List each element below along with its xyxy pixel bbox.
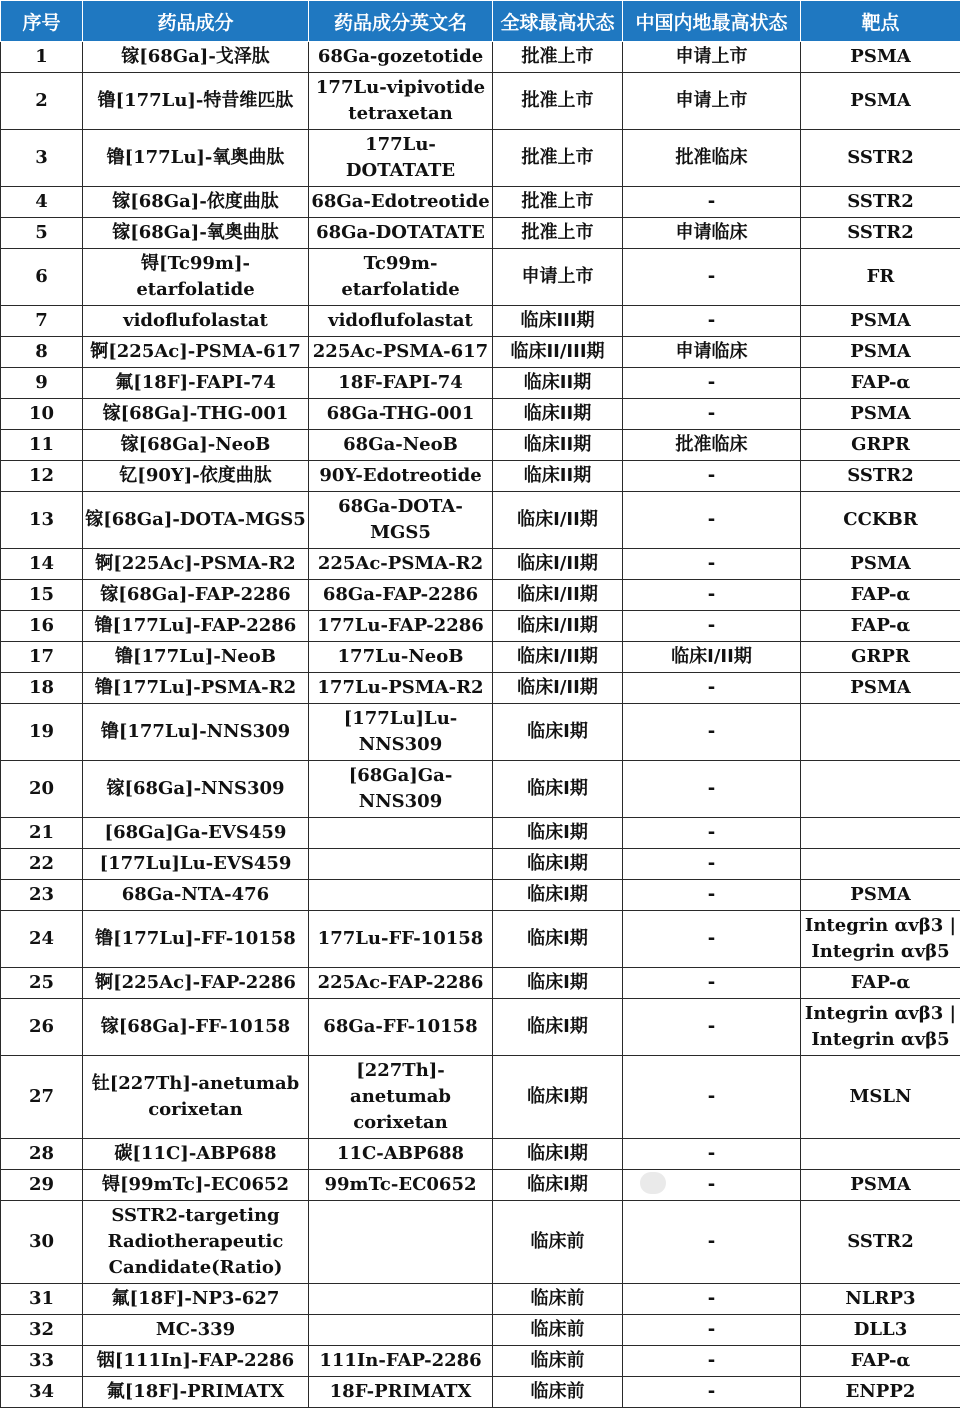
drug-name-cn-cell: MC-339 <box>83 1315 309 1346</box>
row-index-cell: 12 <box>1 461 83 492</box>
drug-name-en-cell: 68Ga-THG-001 <box>309 399 493 430</box>
global-status-cell: 批准上市 <box>493 73 623 130</box>
drug-name-cn-cell: 锝[Tc99m]-etarfolatide <box>83 249 309 306</box>
row-index-cell: 27 <box>1 1056 83 1139</box>
china-status-cell: - <box>623 368 801 399</box>
global-status-cell: 批准上市 <box>493 42 623 73</box>
row-index-cell: 29 <box>1 1170 83 1201</box>
table-row <box>1 492 960 549</box>
china-status-cell: - <box>623 249 801 306</box>
drug-name-en-cell: 68Ga-gozetotide <box>309 42 493 73</box>
row-index-cell: 30 <box>1 1201 83 1284</box>
drug-name-en-cell: 18F-FAPI-74 <box>309 368 493 399</box>
drug-name-en-cell: Tc99m-etarfolatide <box>309 249 493 306</box>
drug-name-en-cell <box>309 1315 493 1346</box>
row-index-cell: 31 <box>1 1284 83 1315</box>
drug-name-en-cell: 68Ga-FF-10158 <box>309 999 493 1056</box>
target-cell: FAP-α <box>801 968 960 999</box>
global-status-cell: 临床I/II期 <box>493 580 623 611</box>
drug-name-cn-cell: 镥[177Lu]-NeoB <box>83 642 309 673</box>
row-index-cell: 10 <box>1 399 83 430</box>
drug-name-cn-cell: 钍[227Th]-anetumab corixetan <box>83 1056 309 1139</box>
china-status-cell: - <box>623 399 801 430</box>
china-status-cell: - <box>623 187 801 218</box>
table-row <box>1 368 960 399</box>
drug-name-en-cell: vidoflufolastat <box>309 306 493 337</box>
target-cell: FR <box>801 249 960 306</box>
drug-name-cn-cell: 氟[18F]-NP3-627 <box>83 1284 309 1315</box>
global-status-cell: 临床III期 <box>493 306 623 337</box>
table-row <box>1 968 960 999</box>
table-row <box>1 761 960 818</box>
china-status-cell: - <box>623 849 801 880</box>
drug-name-cn-cell: 镥[177Lu]-FAP-2286 <box>83 611 309 642</box>
row-index-cell: 9 <box>1 368 83 399</box>
row-index-cell: 14 <box>1 549 83 580</box>
target-cell: GRPR <box>801 642 960 673</box>
drug-name-en-cell: [227Th]-anetumab corixetan <box>309 1056 493 1139</box>
table-row <box>1 130 960 187</box>
target-cell: DLL3 <box>801 1315 960 1346</box>
china-status-cell: - <box>623 880 801 911</box>
china-status-cell: 临床I/II期 <box>623 642 801 673</box>
header-global-status: 全球最高状态 <box>493 1 623 42</box>
table-row <box>1 249 960 306</box>
row-index-cell: 15 <box>1 580 83 611</box>
row-index-cell: 2 <box>1 73 83 130</box>
drug-name-en-cell: 68Ga-FAP-2286 <box>309 580 493 611</box>
china-status-cell: - <box>623 968 801 999</box>
row-index-cell: 1 <box>1 42 83 73</box>
row-index-cell: 22 <box>1 849 83 880</box>
target-cell: PSMA <box>801 673 960 704</box>
target-cell: GRPR <box>801 430 960 461</box>
china-status-cell: - <box>623 818 801 849</box>
row-index-cell: 24 <box>1 911 83 968</box>
drug-name-en-cell: 177Lu-PSMA-R2 <box>309 673 493 704</box>
target-cell <box>801 1139 960 1170</box>
china-status-cell: - <box>623 673 801 704</box>
china-status-cell: 申请临床 <box>623 337 801 368</box>
header-china-status: 中国内地最高状态 <box>623 1 801 42</box>
global-status-cell: 临床II期 <box>493 461 623 492</box>
table-row <box>1 880 960 911</box>
target-cell: SSTR2 <box>801 461 960 492</box>
china-status-cell: - <box>623 1346 801 1377</box>
drug-name-cn-cell: 镓[68Ga]-依度曲肽 <box>83 187 309 218</box>
target-cell: MSLN <box>801 1056 960 1139</box>
global-status-cell: 批准上市 <box>493 130 623 187</box>
target-cell <box>801 849 960 880</box>
drug-name-cn-cell: [177Lu]Lu-EVS459 <box>83 849 309 880</box>
header-target: 靶点 <box>801 1 960 42</box>
drug-name-en-cell <box>309 880 493 911</box>
global-status-cell: 临床I/II期 <box>493 492 623 549</box>
china-status-cell: 批准临床 <box>623 130 801 187</box>
row-index-cell: 17 <box>1 642 83 673</box>
drug-name-cn-cell: 氟[18F]-FAPI-74 <box>83 368 309 399</box>
drug-name-cn-cell: 镓[68Ga]-戈泽肽 <box>83 42 309 73</box>
target-cell: CCKBR <box>801 492 960 549</box>
drug-name-en-cell: [68Ga]Ga-NNS309 <box>309 761 493 818</box>
drug-name-en-cell: 225Ac-FAP-2286 <box>309 968 493 999</box>
china-status-cell: - <box>623 704 801 761</box>
china-status-cell: - <box>623 1377 801 1408</box>
table-row <box>1 1056 960 1139</box>
drug-name-cn-cell: 镥[177Lu]-特昔维匹肽 <box>83 73 309 130</box>
china-status-cell: - <box>623 999 801 1056</box>
drug-name-en-cell: 68Ga-Edotreotide <box>309 187 493 218</box>
row-index-cell: 3 <box>1 130 83 187</box>
drug-name-en-cell: 111In-FAP-2286 <box>309 1346 493 1377</box>
table-row <box>1 1346 960 1377</box>
target-cell: PSMA <box>801 73 960 130</box>
global-status-cell: 批准上市 <box>493 218 623 249</box>
global-status-cell: 临床II期 <box>493 368 623 399</box>
china-status-cell: - <box>623 1139 801 1170</box>
drug-name-en-cell <box>309 849 493 880</box>
row-index-cell: 19 <box>1 704 83 761</box>
drug-name-cn-cell: 镥[177Lu]-氧奥曲肽 <box>83 130 309 187</box>
table-row <box>1 999 960 1056</box>
drug-name-cn-cell: 镥[177Lu]-FF-10158 <box>83 911 309 968</box>
drug-name-cn-cell: [68Ga]Ga-EVS459 <box>83 818 309 849</box>
drug-name-cn-cell: 钇[90Y]-依度曲肽 <box>83 461 309 492</box>
china-status-cell: - <box>623 1170 801 1201</box>
global-status-cell: 临床I期 <box>493 911 623 968</box>
drug-name-cn-cell: SSTR2-targeting Radiotherapeutic Candidate(Ratio) <box>83 1201 309 1284</box>
row-index-cell: 5 <box>1 218 83 249</box>
global-status-cell: 临床I期 <box>493 968 623 999</box>
drug-name-cn-cell: 镓[68Ga]-FAP-2286 <box>83 580 309 611</box>
global-status-cell: 临床II期 <box>493 399 623 430</box>
global-status-cell: 临床I期 <box>493 704 623 761</box>
drug-name-cn-cell: 镥[177Lu]-PSMA-R2 <box>83 673 309 704</box>
table-row <box>1 704 960 761</box>
row-index-cell: 20 <box>1 761 83 818</box>
global-status-cell: 临床I期 <box>493 1139 623 1170</box>
global-status-cell: 临床I期 <box>493 761 623 818</box>
row-index-cell: 23 <box>1 880 83 911</box>
table-row <box>1 187 960 218</box>
global-status-cell: 临床I期 <box>493 999 623 1056</box>
china-status-cell: - <box>623 611 801 642</box>
table-row <box>1 337 960 368</box>
drug-name-cn-cell: 镓[68Ga]-DOTA-MGS5 <box>83 492 309 549</box>
drug-name-cn-cell: 镓[68Ga]-FF-10158 <box>83 999 309 1056</box>
table-row <box>1 42 960 73</box>
table-row <box>1 1284 960 1315</box>
drug-name-cn-cell: 氟[18F]-PRIMATX <box>83 1377 309 1408</box>
row-index-cell: 21 <box>1 818 83 849</box>
global-status-cell: 临床前 <box>493 1346 623 1377</box>
row-index-cell: 18 <box>1 673 83 704</box>
drug-name-en-cell: 18F-PRIMATX <box>309 1377 493 1408</box>
drug-name-cn-cell: 镓[68Ga]-氧奥曲肽 <box>83 218 309 249</box>
table-row <box>1 1170 960 1201</box>
row-index-cell: 16 <box>1 611 83 642</box>
global-status-cell: 批准上市 <box>493 187 623 218</box>
drug-name-en-cell <box>309 818 493 849</box>
drug-name-en-cell: 68Ga-DOTA-MGS5 <box>309 492 493 549</box>
drug-name-cn-cell: 镓[68Ga]-NNS309 <box>83 761 309 818</box>
header-english-name: 药品成分英文名 <box>309 1 493 42</box>
table-row <box>1 849 960 880</box>
china-status-cell: - <box>623 1315 801 1346</box>
global-status-cell: 申请上市 <box>493 249 623 306</box>
target-cell <box>801 818 960 849</box>
drug-name-en-cell: 225Ac-PSMA-617 <box>309 337 493 368</box>
global-status-cell: 临床I期 <box>493 818 623 849</box>
drug-name-cn-cell: 锝[99mTc]-EC0652 <box>83 1170 309 1201</box>
drug-name-en-cell: 177Lu-FAP-2286 <box>309 611 493 642</box>
target-cell: PSMA <box>801 399 960 430</box>
drug-name-cn-cell: 锕[225Ac]-FAP-2286 <box>83 968 309 999</box>
table-row <box>1 642 960 673</box>
china-status-cell: - <box>623 492 801 549</box>
table-row <box>1 580 960 611</box>
table-row <box>1 1201 960 1284</box>
drug-name-en-cell <box>309 1284 493 1315</box>
global-status-cell: 临床I/II期 <box>493 673 623 704</box>
target-cell: SSTR2 <box>801 187 960 218</box>
row-index-cell: 6 <box>1 249 83 306</box>
table-row <box>1 1315 960 1346</box>
table-row <box>1 818 960 849</box>
drug-name-cn-cell: 镓[68Ga]-NeoB <box>83 430 309 461</box>
row-index-cell: 34 <box>1 1377 83 1408</box>
china-status-cell: - <box>623 1056 801 1139</box>
table-row <box>1 306 960 337</box>
global-status-cell: 临床前 <box>493 1284 623 1315</box>
target-cell: SSTR2 <box>801 1201 960 1284</box>
drug-name-en-cell: 225Ac-PSMA-R2 <box>309 549 493 580</box>
target-cell: FAP-α <box>801 1346 960 1377</box>
drug-name-cn-cell: 锕[225Ac]-PSMA-617 <box>83 337 309 368</box>
target-cell: Integrin αvβ3 | Integrin αvβ5 <box>801 999 960 1056</box>
target-cell <box>801 704 960 761</box>
header-row <box>1 1 960 42</box>
drug-name-en-cell: 68Ga-DOTATATE <box>309 218 493 249</box>
table-row <box>1 673 960 704</box>
china-status-cell: - <box>623 1284 801 1315</box>
china-status-cell: - <box>623 580 801 611</box>
table-body <box>1 42 960 1408</box>
target-cell: PSMA <box>801 549 960 580</box>
drug-name-cn-cell: 锕[225Ac]-PSMA-R2 <box>83 549 309 580</box>
china-status-cell: - <box>623 761 801 818</box>
drug-name-cn-cell: vidoflufolastat <box>83 306 309 337</box>
china-status-cell: - <box>623 549 801 580</box>
target-cell: PSMA <box>801 1170 960 1201</box>
target-cell: Integrin αvβ3 | Integrin αvβ5 <box>801 911 960 968</box>
target-cell: PSMA <box>801 880 960 911</box>
target-cell: PSMA <box>801 306 960 337</box>
target-cell: NLRP3 <box>801 1284 960 1315</box>
global-status-cell: 临床I/II期 <box>493 549 623 580</box>
china-status-cell: 申请上市 <box>623 73 801 130</box>
china-status-cell: - <box>623 911 801 968</box>
drug-name-cn-cell: 68Ga-NTA-476 <box>83 880 309 911</box>
global-status-cell: 临床前 <box>493 1315 623 1346</box>
drug-name-cn-cell: 镥[177Lu]-NNS309 <box>83 704 309 761</box>
header-drug-name: 药品成分 <box>83 1 309 42</box>
drug-name-en-cell: 90Y-Edotreotide <box>309 461 493 492</box>
table-row <box>1 461 960 492</box>
row-index-cell: 25 <box>1 968 83 999</box>
table-row <box>1 549 960 580</box>
china-status-cell: 批准临床 <box>623 430 801 461</box>
china-status-cell: - <box>623 306 801 337</box>
global-status-cell: 临床I期 <box>493 1170 623 1201</box>
target-cell: SSTR2 <box>801 130 960 187</box>
global-status-cell: 临床II期 <box>493 430 623 461</box>
global-status-cell: 临床I期 <box>493 1056 623 1139</box>
drug-name-cn-cell: 碳[11C]-ABP688 <box>83 1139 309 1170</box>
drug-name-en-cell <box>309 1201 493 1284</box>
global-status-cell: 临床I期 <box>493 849 623 880</box>
table-row <box>1 1377 960 1408</box>
table-row <box>1 430 960 461</box>
china-status-cell: 申请上市 <box>623 42 801 73</box>
global-status-cell: 临床I/II期 <box>493 642 623 673</box>
drug-name-en-cell: [177Lu]Lu-NNS309 <box>309 704 493 761</box>
drug-name-en-cell: 68Ga-NeoB <box>309 430 493 461</box>
china-status-cell: - <box>623 1201 801 1284</box>
global-status-cell: 临床前 <box>493 1201 623 1284</box>
drug-name-en-cell: 177Lu-FF-10158 <box>309 911 493 968</box>
table-row <box>1 399 960 430</box>
target-cell: FAP-α <box>801 580 960 611</box>
row-index-cell: 13 <box>1 492 83 549</box>
drug-name-cn-cell: 铟[111In]-FAP-2286 <box>83 1346 309 1377</box>
row-index-cell: 33 <box>1 1346 83 1377</box>
china-status-cell: - <box>623 461 801 492</box>
drug-name-en-cell: 11C-ABP688 <box>309 1139 493 1170</box>
row-index-cell: 8 <box>1 337 83 368</box>
target-cell <box>801 761 960 818</box>
global-status-cell: 临床前 <box>493 1377 623 1408</box>
global-status-cell: 临床I/II期 <box>493 611 623 642</box>
target-cell: FAP-α <box>801 368 960 399</box>
target-cell: ENPP2 <box>801 1377 960 1408</box>
drug-name-en-cell: 177Lu-NeoB <box>309 642 493 673</box>
row-index-cell: 7 <box>1 306 83 337</box>
drug-name-cn-cell: 镓[68Ga]-THG-001 <box>83 399 309 430</box>
row-index-cell: 11 <box>1 430 83 461</box>
global-status-cell: 临床II/III期 <box>493 337 623 368</box>
target-cell: PSMA <box>801 337 960 368</box>
global-status-cell: 临床I期 <box>493 880 623 911</box>
drug-name-en-cell: 177Lu-vipivotide tetraxetan <box>309 73 493 130</box>
row-index-cell: 26 <box>1 999 83 1056</box>
target-cell: SSTR2 <box>801 218 960 249</box>
table-row <box>1 611 960 642</box>
drug-name-en-cell: 177Lu-DOTATATE <box>309 130 493 187</box>
table-row <box>1 73 960 130</box>
table-row <box>1 911 960 968</box>
row-index-cell: 32 <box>1 1315 83 1346</box>
china-status-cell: 申请临床 <box>623 218 801 249</box>
header-index: 序号 <box>1 1 83 42</box>
row-index-cell: 28 <box>1 1139 83 1170</box>
table-row <box>1 218 960 249</box>
target-cell: FAP-α <box>801 611 960 642</box>
table-row <box>1 1139 960 1170</box>
row-index-cell: 4 <box>1 187 83 218</box>
target-cell: PSMA <box>801 42 960 73</box>
drug-name-en-cell: 99mTc-EC0652 <box>309 1170 493 1201</box>
